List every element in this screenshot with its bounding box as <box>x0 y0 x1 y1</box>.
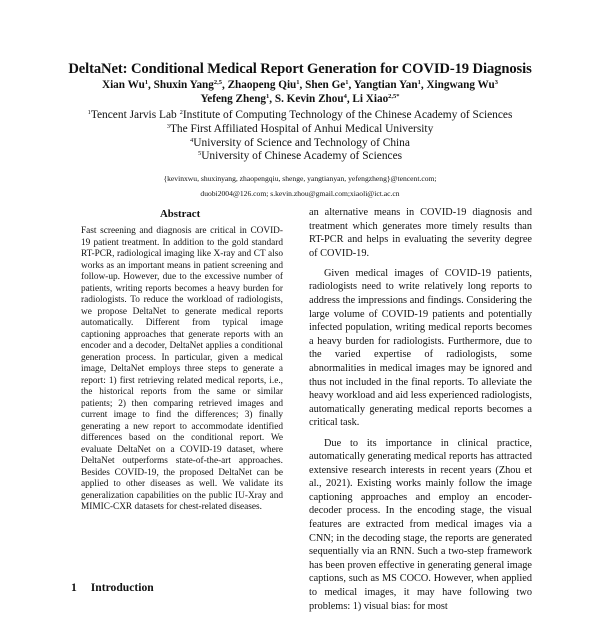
body-paragraph: Due to its importance in clinical practice, automatically generating medical reports has attracted extensive research interests in recent years (Zhou et al., 2021). Existing works mainly follow the image captioning approaches and employ an encoder-decoder process. In the encoding stage, the visual features are extracted from medical images via a CNN; in the decoding stage, the reports are generated sequentially via an RNN. Such a two-step framework has been proven effective in generating general image captions, such as MS COCO. However, when applied to medical images, it may have following two problems: 1) visual bias: for most <box>309 437 532 612</box>
abstract-heading: Abstract <box>160 208 201 220</box>
affiliation-line-2 <box>0 123 600 137</box>
author-affil-mark: 2,5* <box>388 92 400 100</box>
paper-title: DeltaNet: Conditional Medical Report Generation for COVID-19 Diagnosis <box>68 61 532 77</box>
section-heading <box>71 581 154 594</box>
affiliation-list <box>0 109 600 164</box>
affiliation-mark: 2 <box>179 109 183 116</box>
affiliation-text: University of Chinese Academy of Sciences <box>201 150 403 163</box>
author-name: Li Xiao <box>352 92 389 105</box>
body-paragraph: Given medical images of COVID-19 patients, radiologists need to write relatively long reports to address the impressions and findings. Considering the large volume of COVID-19 patients and potentially infected population, writing medical reports becomes a heavy burden for radiologists. Furthermore, due to the varied expertise of radiologists, some abnormalities in medical images may be ignored and thus not included in the final reports. To alleviate the heavy workload and aid less experienced radiologists, automatically generating medical reports becomes a critical task. <box>309 267 532 429</box>
author-name: Zhaopeng Qiu <box>227 79 297 91</box>
affiliation-text: Institute of Computing Technology of the Chinese Academy of Sciences <box>182 109 513 121</box>
abstract-body: Fast screening and diagnosis are critical in COVID-19 patient treatment. In addition to the gold standard RT-PCR, radiological imaging like X-ray and CT also works as an important means in patient screening and follow-up. However, due to the excessive number of patients, writing reports becomes a heavy burden for radiologists. To reduce the workload of radiologists, we propose DeltaNet to generate medical reports automatically. Different from typical image captioning approaches that generate reports with an encoder and a decoder, DeltaNet applies a conditional generation process. In particular, given a medical image, DeltaNet employs three steps to generate a report: 1) first retrieving related medical reports, i.e., the historical reports from the same or similar patients; 2) then comparing retrieved images and current image to find the differences; 3) finally generating a new report to accommodate identified differences based on the conditional report. We evaluate DeltaNet on a COVID-19 dataset, where DeltaNet outperforms state-of-the-art approaches. Besides COVID-19, the proposed DeltaNet can be applied to other diseases as well. We validate its generalization capabilities on the public IU-Xray and MIMIC-CXR datasets for chest-related diseases. <box>81 226 283 512</box>
author-line-1: Xian Wu$^1$, Shuxin Yang$^{2,5}$, Zhaopeng Qiu$^1$, Shen Ge$^1$, Yangtian Yan$^1$, Xingwang Wu$^3$ <box>101 79 499 91</box>
author-affil-mark: 4 <box>343 92 347 100</box>
email-line-1: {kevinxwu, shuxinyang, zhaopengqiu, shenge, yangtianyan, yefengzheng}@tencent.com; <box>163 174 437 183</box>
email-block <box>0 171 600 201</box>
author-line-2: Yefeng Zheng$^1$, S. Kevin Zhou$^4$, Li Xiao$^{2,5*}$ <box>200 92 400 105</box>
author-name: S. Kevin Zhou <box>274 92 344 105</box>
author-name: Shen Ge <box>305 79 346 91</box>
author-affil-mark: 1 <box>345 79 349 86</box>
email-line-2: duobi2004@126.com; s.kevin.zhou@gmail.com;xiaoli@ict.ac.cn <box>200 189 400 198</box>
affiliation-line-1 <box>0 109 600 123</box>
author-affil-mark: 1 <box>417 79 421 86</box>
affiliation-text: The First Affiliated Hospital of Anhui Medical University <box>169 122 434 135</box>
author-affil-mark: 1 <box>296 79 300 86</box>
affiliation-line-4 <box>0 150 600 164</box>
affiliation-text: University of Science and Technology of China <box>193 136 410 149</box>
author-affil-mark: 1 <box>144 79 149 86</box>
body-paragraph: an alternative means in COVID-19 diagnosis and treatment which generates more timely results than RT-PCR and helps in evaluating the severity degree of COVID-19. <box>309 207 532 259</box>
section-number: 1 <box>71 581 77 594</box>
author-affil-mark: 1 <box>266 92 270 100</box>
affiliation-mark: 1 <box>87 109 91 116</box>
right-column <box>309 206 532 620</box>
author-affil-mark: 3 <box>494 79 499 86</box>
section-title: Introduction <box>90 581 154 594</box>
author-name: Xingwang Wu <box>426 79 495 91</box>
affiliation-mark: 5 <box>197 150 202 158</box>
author-list <box>0 79 600 106</box>
affiliation-line-3 <box>0 137 600 151</box>
author-name: Yefeng Zheng <box>200 92 267 105</box>
affiliation-mark: 3 <box>166 122 170 130</box>
affiliation-mark: 4 <box>190 136 194 144</box>
author-name: Yangtian Yan <box>353 79 418 91</box>
affiliation-text: Tencent Jarvis Lab <box>90 109 177 121</box>
author-name: Shuxin Yang <box>153 79 214 91</box>
author-name: Xian Wu <box>101 79 145 91</box>
author-affil-mark: 2,5 <box>213 79 222 86</box>
